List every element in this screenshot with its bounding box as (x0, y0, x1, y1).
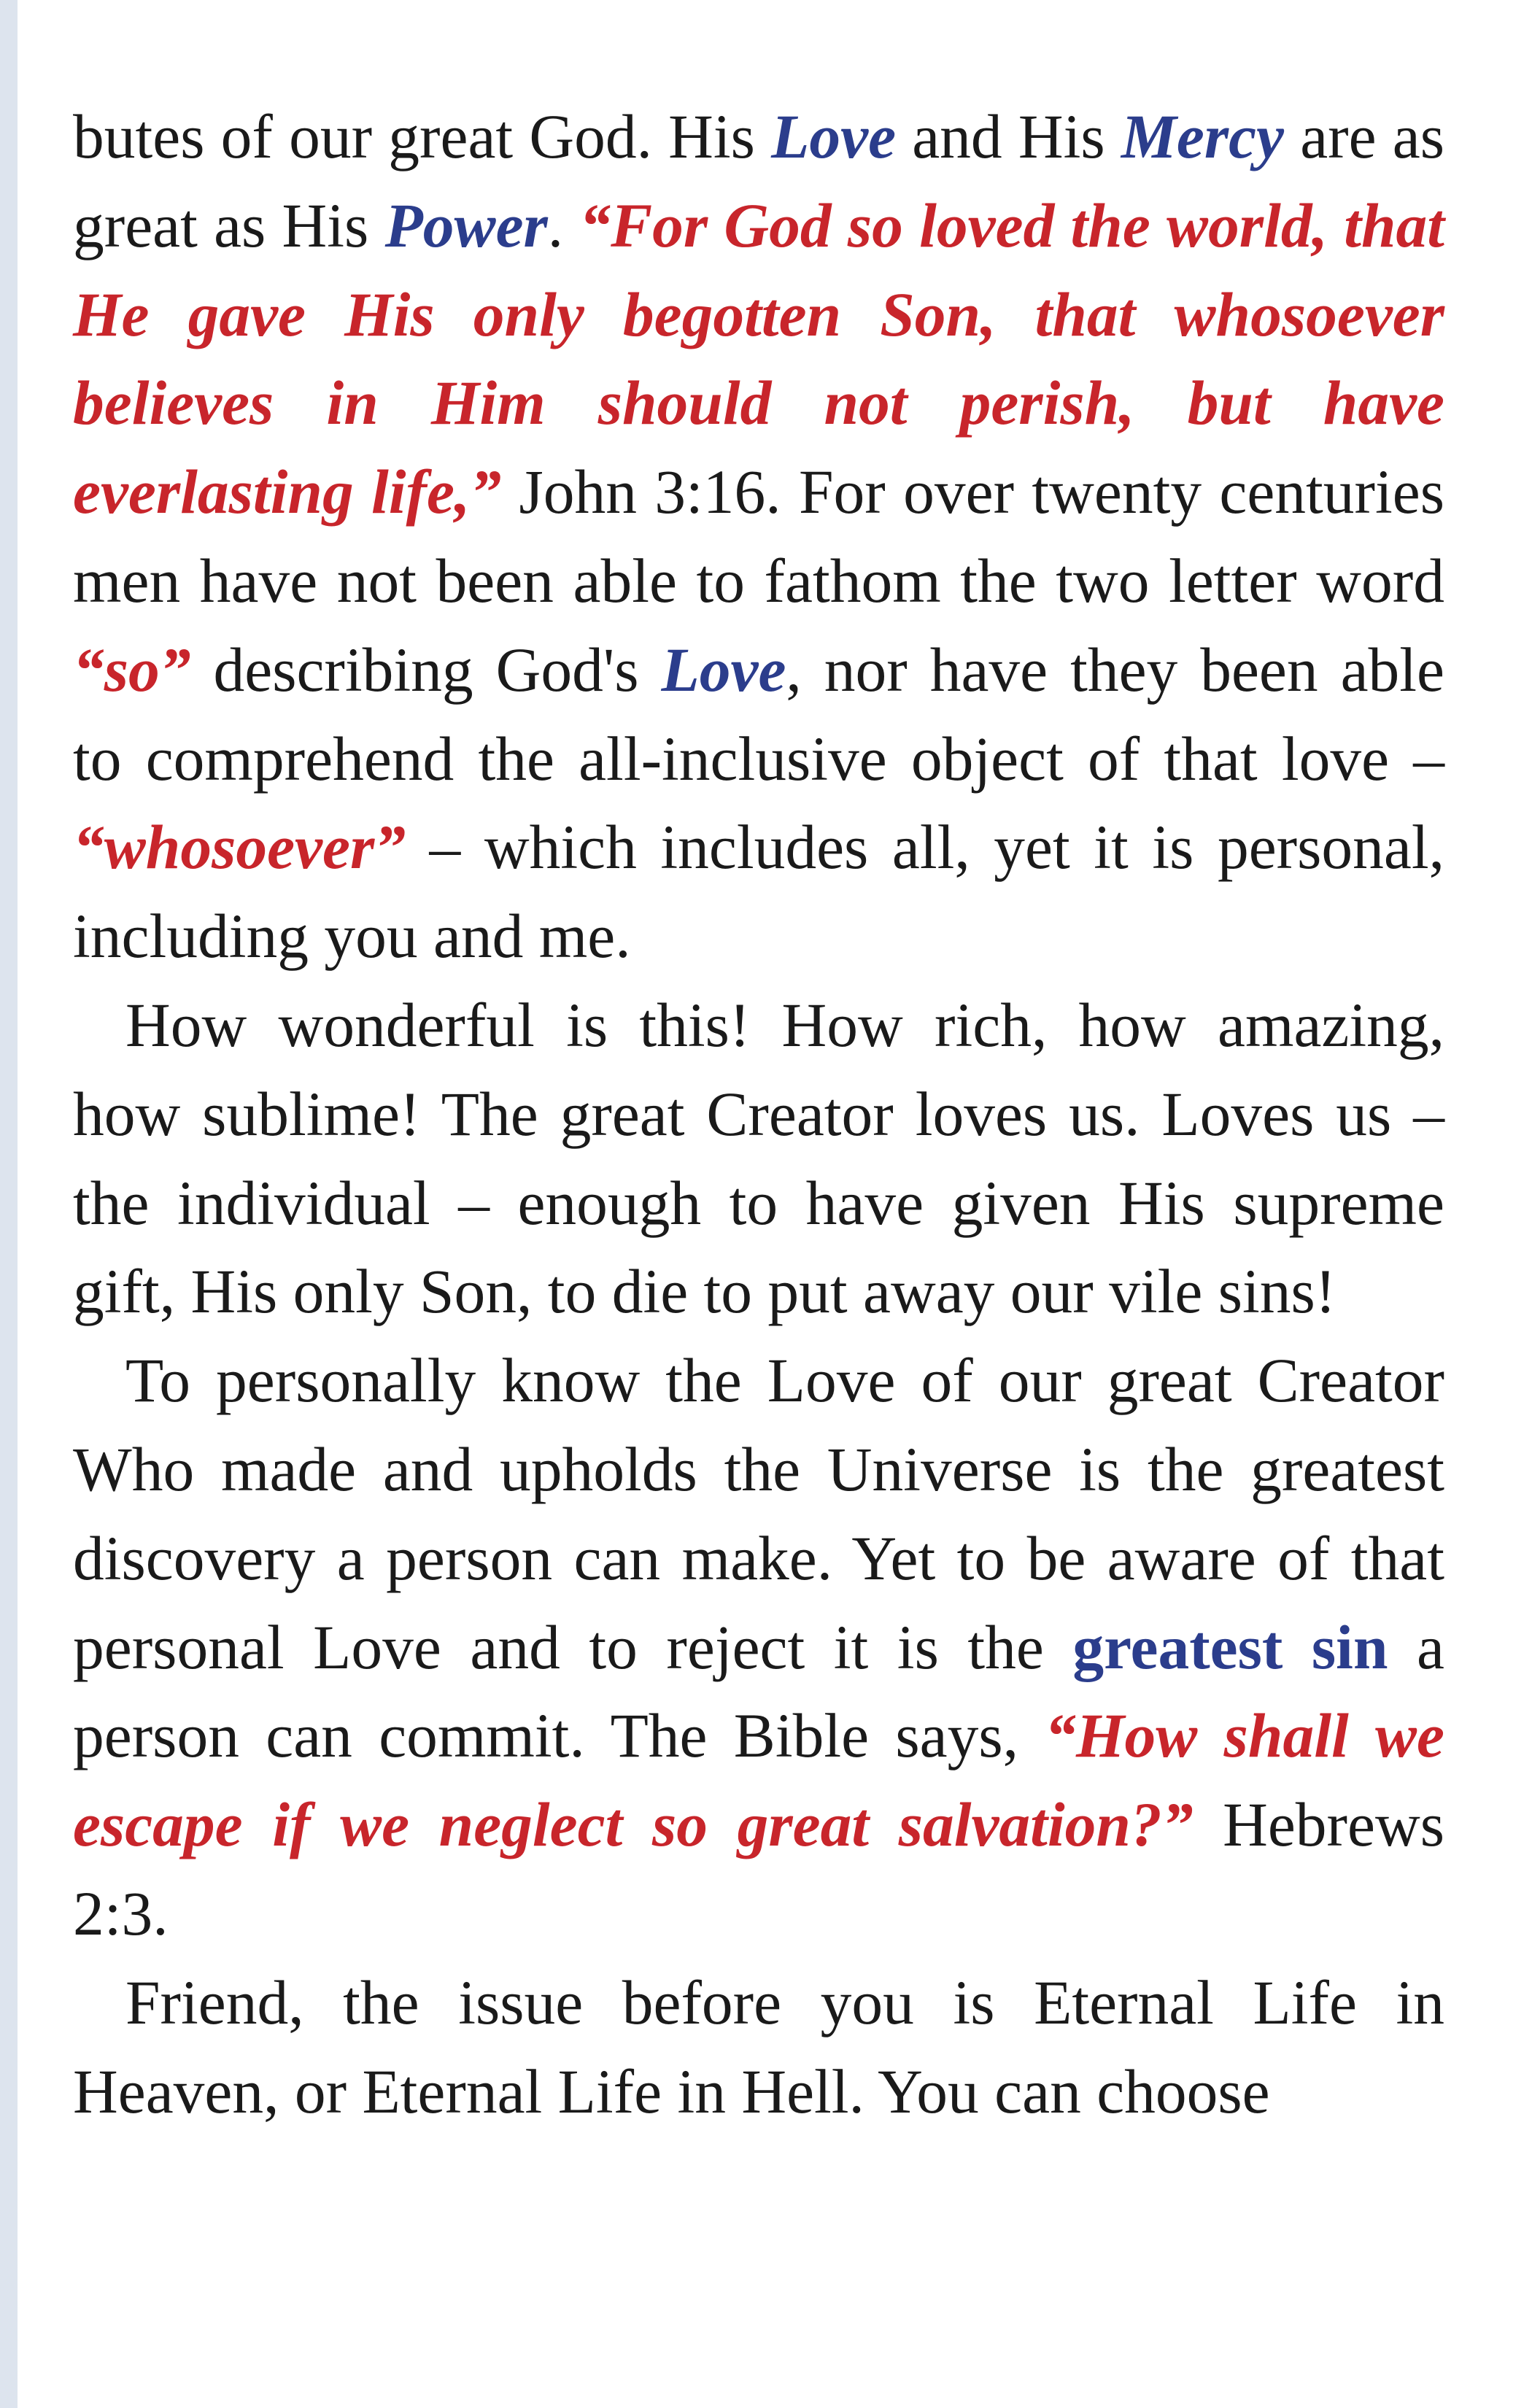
emphasis-power: Power (384, 191, 548, 260)
emphasis-whosoever: “whosoever” (73, 813, 406, 883)
text-run: a person can commit. The Bible says, (73, 1613, 1444, 1771)
text-run: – which includes all, yet it is personal, including you and me. (73, 813, 1444, 972)
text-run: How wonderful is this! How rich, how amazing, how sublime! The great Creator loves us. Loves us – the individual – enough to have given His supreme gift, His only Son, to die to put away our vile sins! (73, 991, 1444, 1327)
emphasis-greatest-sin: greatest sin (1072, 1613, 1388, 1682)
text-run: To personally know the Love of our great Creator Who made and upholds the Universe is the greatest discovery a person can make. Yet to be aware of that personal Love and to reject it is the (73, 1347, 1444, 1682)
text-run: describing God's (190, 635, 662, 705)
emphasis-mercy: Mercy (1121, 103, 1284, 171)
text-run: , nor have they been able to comprehend the all-inclusive object of that love – (73, 635, 1445, 794)
text-run: . (547, 191, 580, 260)
paragraph-2 (73, 982, 1444, 1337)
scripture-quote-john: “For God so loved the world, that He gave His only begotten Son, that whosoever believes in Him should not perish, but have everlasting life,” (73, 191, 1445, 527)
paragraph-1 (73, 93, 1444, 982)
emphasis-love: Love (771, 103, 897, 171)
page-edge-strip (0, 0, 18, 2408)
paragraph-4 (73, 1959, 1444, 2137)
emphasis-love: Love (661, 635, 786, 705)
text-run: butes of our great God. His (73, 103, 772, 171)
text-run: Friend, the issue before you is Eternal Life in Heaven, or Eternal Life in Hell. You can choose (73, 1968, 1444, 2126)
text-run: are as great as His (73, 103, 1444, 260)
page-body (73, 93, 1444, 2137)
scripture-quote-hebrews: “How shall we escape if we neglect so great salvation?” (73, 1702, 1444, 1860)
paragraph-3 (73, 1337, 1444, 1959)
text-run: and His (896, 103, 1121, 171)
text-run: Hebrews 2:3. (73, 1791, 1444, 1948)
text-run: John 3:16. For over twenty centuries men have not been able to fathom the two letter word (73, 458, 1445, 616)
emphasis-so: “so” (73, 635, 191, 705)
